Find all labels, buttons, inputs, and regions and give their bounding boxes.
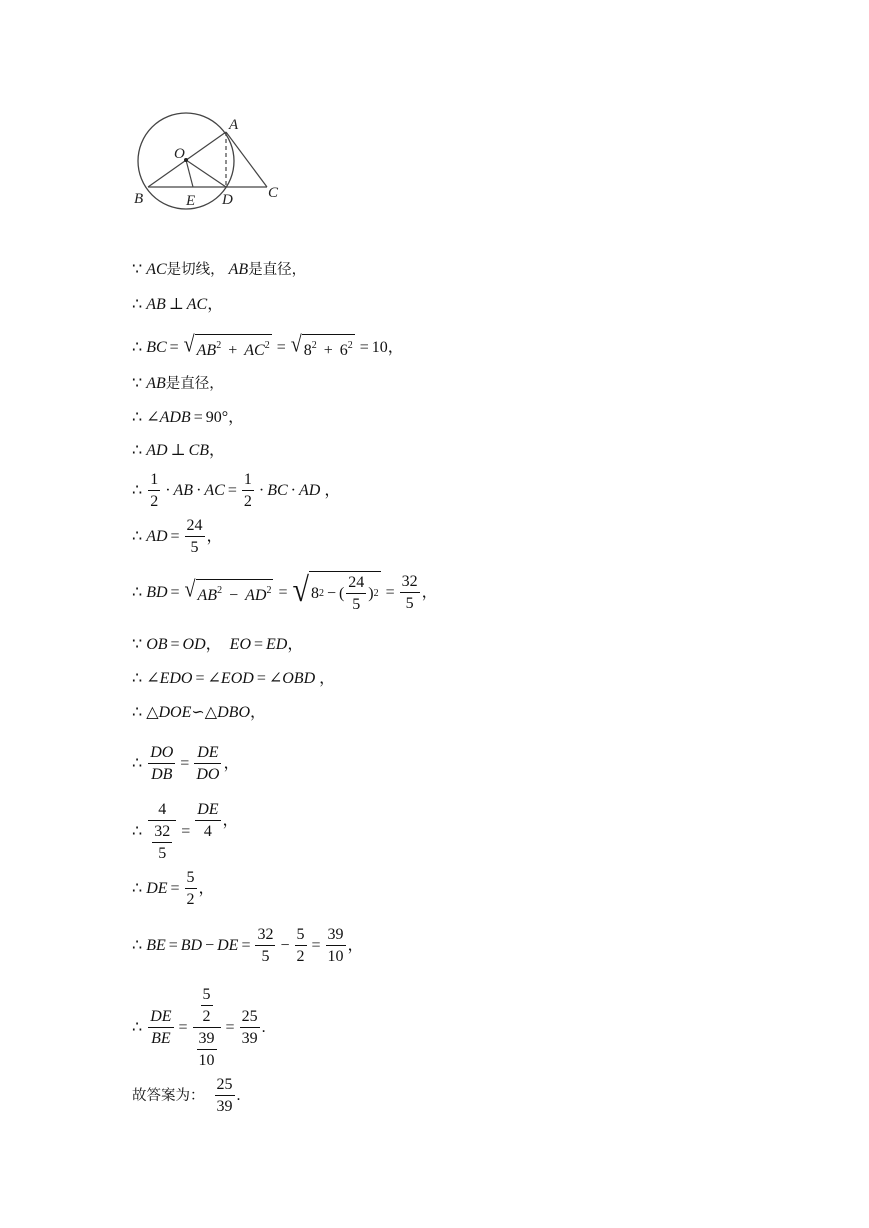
label-e: E xyxy=(186,193,196,209)
step-7: ∴ $\frac{1}{2}$ · AB · AC = $\frac{1}{2}$ · BC · AD ， xyxy=(132,471,341,510)
sqrt-8-6: √ $8^2 + 6^2$ xyxy=(290,331,353,359)
fraction-de-4: $\frac{DE}{4}$ xyxy=(197,801,219,840)
fraction-de-do: $\frac{DE}{DO}$ xyxy=(196,744,220,783)
step-9: ∴ BD = √ $AB^2 - AD^2$ = √ 8 2 − ( $\frac{24}{5}$ ) 2 = $\frac{32}{5}$ ， xyxy=(132,571,438,613)
step-16: ∴ BE = BD − DE = $\frac{32}{5}$ − $\frac{5}{2}$ = $\frac{39}{10}$ ， xyxy=(132,926,364,965)
step-1: ∵ AC 是切线， AB 是直径， xyxy=(132,261,307,278)
step-6: ∴ AD ⊥ CB ， xyxy=(132,442,226,459)
fraction-39-10: $\frac{39}{10}$ xyxy=(327,926,344,965)
fraction-32-5-inner: $\frac{32}{5}$ xyxy=(154,823,171,862)
label-o: O xyxy=(174,146,185,162)
fraction-5-2-c: $\frac{5}{2}$ xyxy=(202,986,211,1025)
segment-ac xyxy=(226,132,267,187)
fraction-5-2-b: $\frac{5}{2}$ xyxy=(296,926,305,965)
fraction-5-2: $\frac{5}{2}$ xyxy=(186,869,195,908)
fraction-4-over-32-5: $\frac{4}{\frac{32}{5}}$ xyxy=(148,800,176,863)
final-answer: 故答案为： $\frac{25}{39}$ . xyxy=(132,1076,241,1115)
fraction-half: $\frac{1}{2}$ xyxy=(150,471,159,510)
fraction-25-39: $\frac{25}{39}$ xyxy=(241,1008,258,1047)
fraction-compound xyxy=(193,985,221,1070)
label-c: C xyxy=(268,185,279,201)
fraction-24-5: $\frac{24}{5}$ xyxy=(186,517,203,556)
fraction-32-5-c: $\frac{32}{5}$ xyxy=(257,926,274,965)
fraction-24-5-b: $\frac{24}{5}$ xyxy=(348,574,365,613)
answer-fraction: $\frac{25}{39}$ xyxy=(216,1076,233,1115)
step-5: ∴ ∠ADB = 90° ， xyxy=(132,409,245,426)
step-4: ∵ AB 是直径， xyxy=(132,375,224,392)
sqrt-ab2-ad2: √ $AB^2 - AD^2$ xyxy=(184,576,272,604)
step-12: ∴ △ DOE ∽ △ DBO ， xyxy=(132,704,267,721)
sqrt-8-24-5: √ 8 2 − ( $\frac{24}{5}$ ) 2 xyxy=(292,571,379,613)
step-8: ∴ AD = $\frac{24}{5}$ ， xyxy=(132,517,223,556)
label-b: B xyxy=(134,191,144,207)
step-3: ∴ BC = √ $AB^2 + AC^2$ = √ $8^2 + 6^2$ = 10 ， xyxy=(132,331,404,359)
sqrt-ab2-ac2: √ $AB^2 + AC^2$ xyxy=(183,331,270,359)
step-10: ∵ OB = OD ， EO = ED ， xyxy=(132,636,304,653)
label-d: D xyxy=(222,192,233,208)
fraction-do-db: $\frac{DO}{DB}$ xyxy=(150,744,174,783)
step-13: ∴ $\frac{DO}{DB}$ = $\frac{DE}{DO}$ ， xyxy=(132,744,240,783)
fraction-39-10-b: $\frac{39}{10}$ xyxy=(198,1030,215,1069)
fraction-half-2: $\frac{1}{2}$ xyxy=(243,471,252,510)
geometry-figure xyxy=(128,105,288,215)
label-a: A xyxy=(229,117,239,133)
step-15: ∴ DE = $\frac{5}{2}$ ， xyxy=(132,869,215,908)
step-14: ∴ $\frac{4}{\frac{32}{5}}$ = $\frac{DE}{4}$ ， xyxy=(132,801,239,862)
step-2: ∴ AB ⊥ AC ， xyxy=(132,296,224,313)
step-11: ∴ ∠EDO = ∠EOD = ∠OBD ， xyxy=(132,670,336,687)
fraction-32-5: $\frac{32}{5}$ xyxy=(401,573,418,612)
step-17: ∴ $\frac{DE}{BE}$ = $\frac{\frac{5}{2}}{\frac{39}{10}}$ = $\frac{25}{39}$ . xyxy=(132,986,266,1069)
fraction-de-be: $\frac{DE}{BE}$ xyxy=(150,1008,172,1047)
